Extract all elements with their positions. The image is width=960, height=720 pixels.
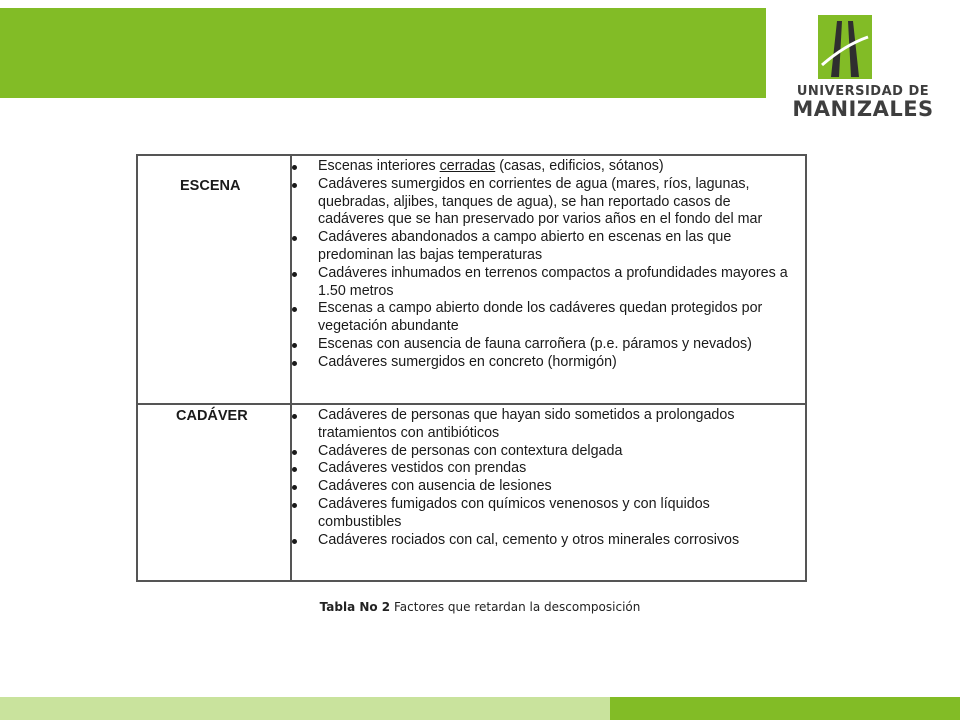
header-green-bar	[0, 8, 766, 98]
list-item: Cadáveres vestidos con prendas	[318, 460, 788, 478]
list-item: Cadáveres fumigados con químicos venenosos y con líquidos combustibles	[318, 496, 788, 532]
list-item: Cadáveres con ausencia de lesiones	[318, 478, 788, 496]
list-item: Cadáveres rociados con cal, cemento y otros minerales corrosivos	[318, 532, 788, 550]
cadaver-items-list	[318, 407, 788, 549]
university-emblem-icon	[818, 15, 872, 79]
list-item: Escenas con ausencia de fauna carroñera (p.e. páramos y nevados)	[318, 336, 788, 354]
list-item: Escenas a campo abierto donde los cadáveres quedan protegidos por vegetación abundante	[318, 300, 788, 336]
list-item: Cadáveres de personas que hayan sido sometidos a prolongados tratamientos con antibióticos	[318, 407, 788, 443]
escena-items-list	[318, 158, 788, 372]
footer-light-green-bar	[0, 697, 610, 720]
list-item: Escenas interiores cerradas (casas, edificios, sótanos)	[318, 158, 788, 176]
list-item: Cadáveres sumergidos en corrientes de agua (mares, ríos, lagunas, quebradas, aljibes, tanques de agua), se han reportado casos de cadáveres que se han preservado por varios años en el fondo del mar	[318, 176, 788, 229]
university-logo	[766, 0, 960, 130]
logo-text-line2: MANIZALES	[792, 97, 934, 121]
list-item: Cadáveres inhumados en terrenos compactos a profundidades mayores a 1.50 metros	[318, 264, 788, 299]
category-cadaver: CADÁVER	[176, 408, 248, 424]
list-item: Cadáveres sumergidos en concreto (hormigón)	[318, 354, 788, 372]
category-escena: ESCENA	[180, 178, 241, 194]
table-row-divider	[138, 403, 805, 405]
logo-text-line1: UNIVERSIDAD DE	[796, 84, 930, 99]
caption-label: Tabla No 2	[319, 600, 391, 614]
caption-text: Factores que retardan la descomposición	[393, 600, 641, 614]
footer-green-bar	[610, 697, 960, 720]
table-column-divider	[290, 156, 292, 580]
table-caption	[0, 600, 960, 614]
list-item: Cadáveres de personas con contextura delgada	[318, 443, 788, 461]
factors-table	[136, 154, 807, 582]
list-item: Cadáveres abandonados a campo abierto en escenas en las que predominan las bajas temperaturas	[318, 229, 788, 265]
